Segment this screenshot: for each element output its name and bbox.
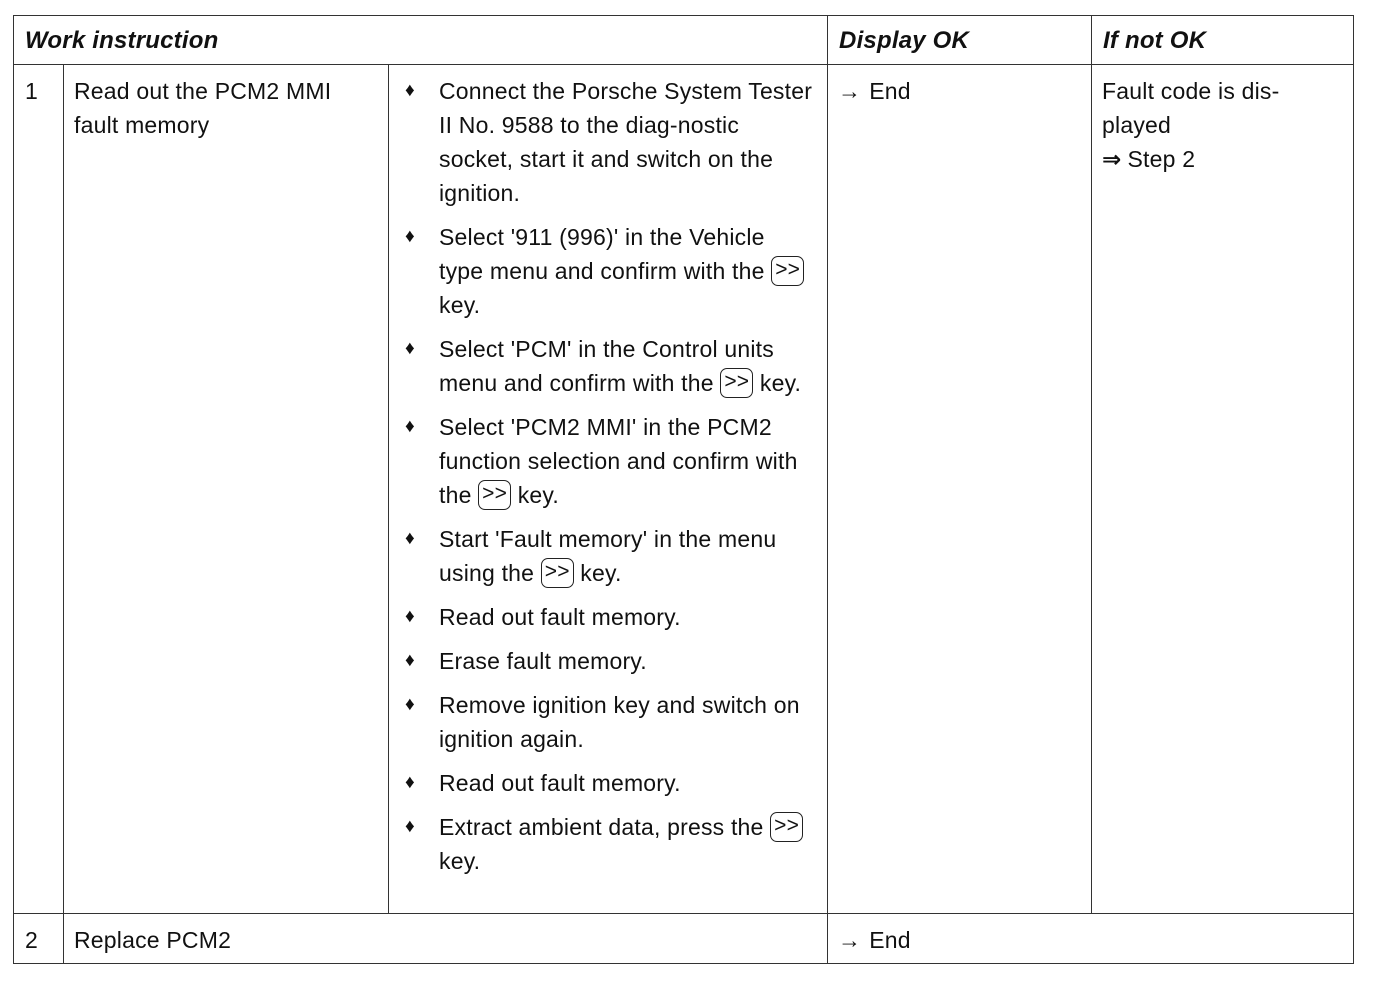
key-symbol: >> — [478, 480, 511, 510]
table-header-row — [14, 16, 1354, 65]
instruction-text: Erase fault memory. — [439, 648, 647, 674]
instruction-item — [401, 688, 813, 756]
key-symbol: >> — [720, 368, 753, 398]
table-row — [14, 65, 1354, 914]
instruction-text-suffix: key. — [573, 560, 622, 586]
step-instructions-cell — [389, 65, 828, 914]
instruction-text-suffix: key. — [439, 848, 481, 874]
table-row — [14, 914, 1354, 964]
instruction-item — [401, 332, 813, 400]
display-ok-cell — [828, 914, 1354, 964]
step-number-cell — [14, 65, 64, 914]
diamond-bullet-icon: ♦ — [405, 650, 415, 671]
header-display-ok: Display OK — [828, 16, 1092, 65]
instruction-text-suffix: key. — [511, 482, 559, 508]
if-not-ok-step: Step 2 — [1127, 146, 1196, 172]
diamond-bullet-icon: ♦ — [405, 80, 415, 101]
diamond-bullet-icon: ♦ — [405, 416, 415, 437]
instruction-item — [401, 522, 813, 590]
diamond-bullet-icon: ♦ — [405, 694, 415, 715]
instruction-text: Select 'PCM2 MMI' in the PCM2 function selection and confirm with the — [439, 414, 798, 508]
header-work-instruction: Work instruction — [14, 16, 828, 65]
right-arrow-icon: → — [838, 78, 862, 104]
step-description: Replace PCM2 — [74, 927, 232, 953]
instruction-item — [401, 410, 813, 512]
right-arrow-icon: → — [838, 927, 862, 953]
step-number-cell — [14, 914, 64, 964]
diamond-bullet-icon: ♦ — [405, 816, 415, 837]
key-symbol: >> — [771, 256, 804, 286]
display-ok-result: End — [869, 78, 911, 104]
step-description-cell — [64, 65, 389, 914]
step-description-cell — [64, 914, 828, 964]
instruction-text-suffix: key. — [753, 370, 802, 396]
diamond-bullet-icon: ♦ — [405, 226, 415, 247]
double-right-arrow-icon: ⇒ — [1102, 146, 1122, 172]
instruction-item — [401, 810, 813, 878]
instruction-item — [401, 766, 813, 800]
diamond-bullet-icon: ♦ — [405, 338, 415, 359]
instruction-item — [401, 644, 813, 678]
header-if-not-ok: If not OK — [1092, 16, 1354, 65]
if-not-ok-condition: Fault code is dis-played — [1102, 78, 1280, 138]
instruction-item — [401, 600, 813, 634]
work-instruction-table — [13, 15, 1354, 964]
step-description: Read out the PCM2 MMI fault memory — [74, 78, 332, 138]
diamond-bullet-icon: ♦ — [405, 606, 415, 627]
if-not-ok-cell — [1092, 65, 1354, 914]
instruction-item — [401, 74, 813, 210]
instruction-text-suffix: key. — [439, 292, 481, 318]
instruction-list — [389, 65, 827, 878]
instruction-text: Remove ignition key and switch on ignition again. — [439, 692, 800, 752]
step-number: 2 — [25, 927, 38, 953]
diamond-bullet-icon: ♦ — [405, 528, 415, 549]
instruction-text: Extract ambient data, press the — [439, 814, 771, 840]
display-ok-cell — [828, 65, 1092, 914]
instruction-text: Select '911 (996)' in the Vehicle type menu and confirm with the — [439, 224, 772, 284]
step-number: 1 — [25, 78, 38, 104]
display-ok-result: End — [869, 927, 911, 953]
key-symbol: >> — [541, 558, 574, 588]
key-symbol: >> — [770, 812, 803, 842]
instruction-text: Select 'PCM' in the Control units menu and confirm with the — [439, 336, 774, 396]
instruction-item — [401, 220, 813, 322]
instruction-text: Start 'Fault memory' in the menu using the — [439, 526, 777, 586]
instruction-text: Read out fault memory. — [439, 604, 681, 630]
diamond-bullet-icon: ♦ — [405, 772, 415, 793]
instruction-text: Read out fault memory. — [439, 770, 681, 796]
instruction-text: Connect the Porsche System Tester II No. 9588 to the diag-nostic socket, start it and switch on the ignition. — [439, 78, 813, 206]
